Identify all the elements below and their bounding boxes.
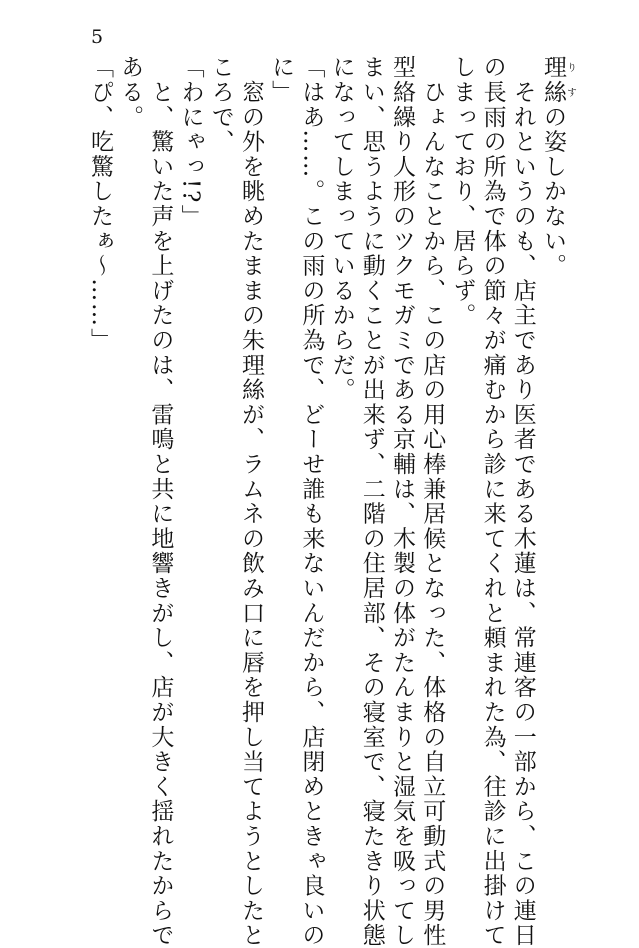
page-number: 5 xyxy=(91,26,104,48)
text-line: まい、思うように動くことが出来ず、二階の住居部、その寝室で、寝たきり状態 xyxy=(358,55,385,948)
text-line: と、驚いた声を上げたのは、雷鳴と共に地響きがし、店が大きく揺れたからで xyxy=(147,55,174,948)
text-line: 「ぴ、吃驚したぁ〜……」 xyxy=(86,55,113,353)
text-line: しまっており、居らず。 xyxy=(449,55,476,328)
text-line: の長雨の所為で体の節々が痛むから診に来てくれと頼まれた為、往診に出掛けて xyxy=(479,55,506,948)
text-line: 型絡繰り人形のツクモガミである京輔は、木製の体がたんまりと湿気を吸ってし xyxy=(388,55,415,948)
vertical-text-body xyxy=(86,55,576,948)
text-line: ある。 xyxy=(117,55,144,130)
text-line: 「わにゃっ!?」 xyxy=(177,55,204,229)
text-line: ころで、 xyxy=(207,55,234,155)
text-line: ひょんなことから、この店の用心棒兼居候となった、体格の自立可動式の男性 xyxy=(419,55,446,948)
ruby-annotation: 理絲りす xyxy=(540,55,576,105)
text-line: 理絲りすの姿しかない。 xyxy=(540,55,576,279)
text-line: になってしまっているからだ。 xyxy=(328,55,355,403)
text-line: に」 xyxy=(268,55,295,105)
text-line: 窓の外を眺めたままの朱理絲が、ラムネの飲み口に唇を押し当てようとしたと xyxy=(237,55,264,948)
text-line: 「はあ……。この雨の所為で、どーせ誰も来ないんだから、店閉めときゃ良いの xyxy=(298,55,325,948)
text-line: それというのも、店主であり医者である木蓮は、常連客の一部から、この連日 xyxy=(509,55,536,948)
